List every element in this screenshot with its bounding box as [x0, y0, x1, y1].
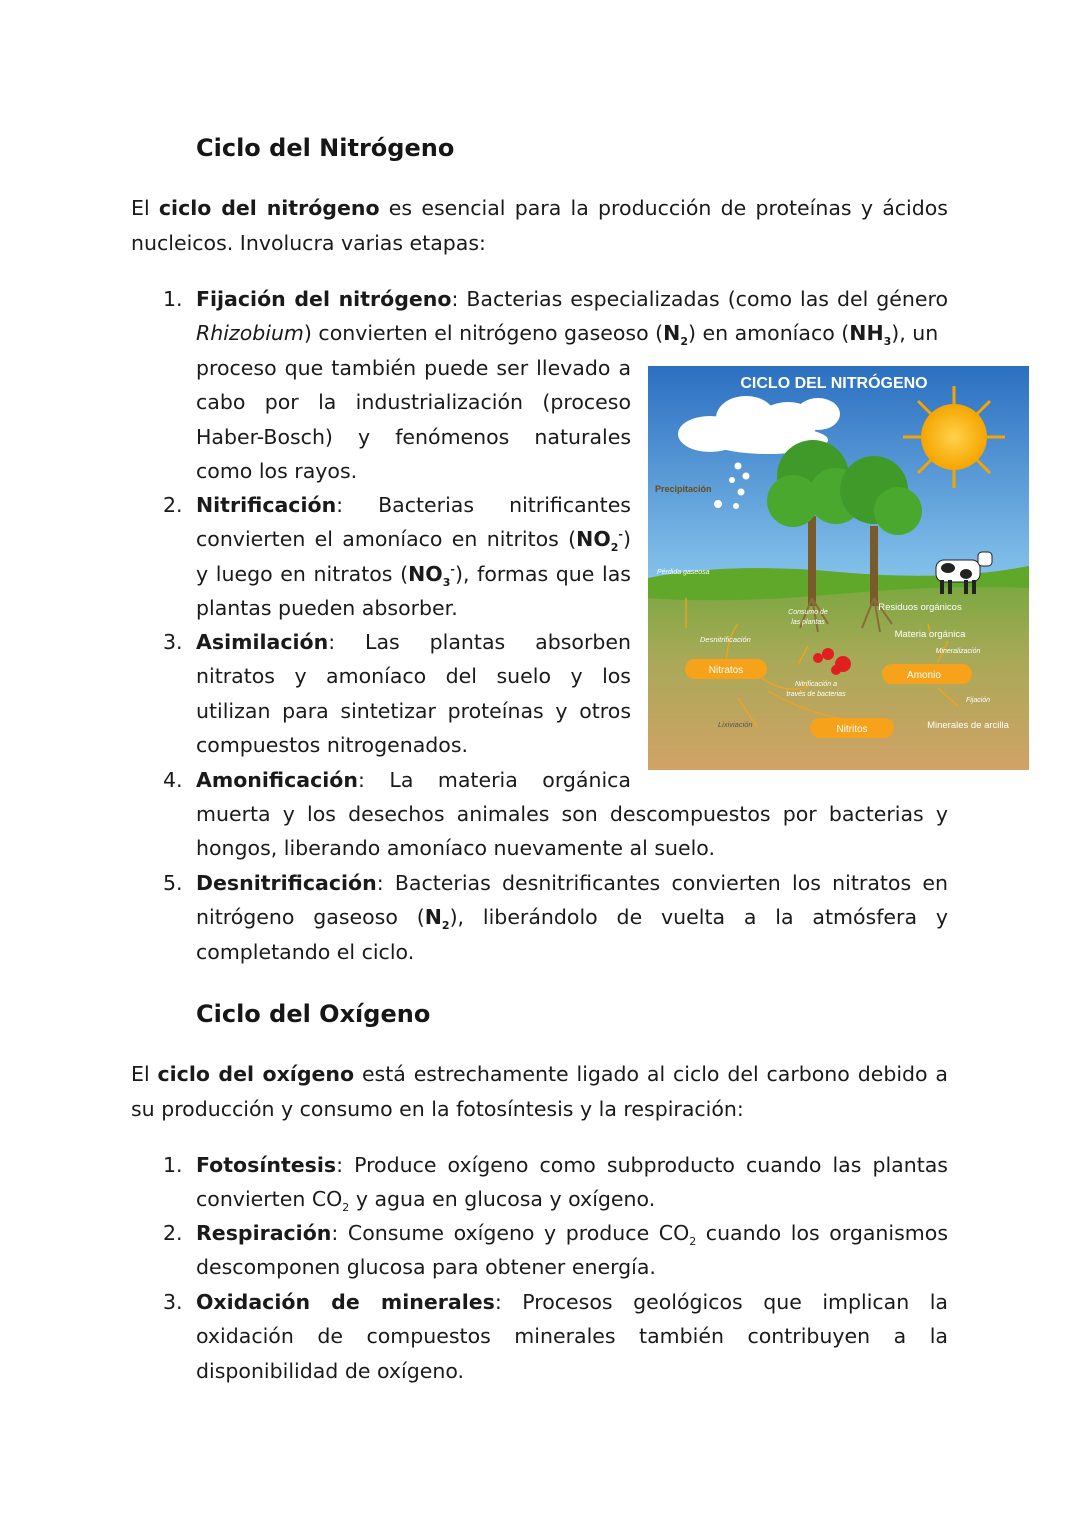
- label-minerales: Minerales de arcilla: [927, 720, 1009, 731]
- label-materia: Materia orgánica: [894, 629, 966, 640]
- label-nitritos: Nitritos: [836, 724, 868, 735]
- list-item-respiracion: Respiración: Consume oxígeno y produce $CO_2$ cuando los organismos descomponen glucosa para obtener energía.: [196, 1221, 948, 1280]
- label-amonio: Amonio: [907, 670, 941, 681]
- sun-icon: [903, 386, 1005, 488]
- diagram-title: CICLO DEL NITRÓGENO: [740, 375, 928, 392]
- list-item-fijacion: Fijación del nitrógeno: Bacterias especializadas (como las del género Rhizobium) convierten el nitrógeno gaseoso $(N_2)$ en amoníaco $(NH_3)$, un: [196, 287, 949, 349]
- oxygen-intro: El ciclo del oxígeno está estrechamente ligado al ciclo del carbono debido a su producción y consumo en la fotosíntesis y la respiración:: [131, 1062, 948, 1121]
- oxygen-heading: Ciclo del Oxígeno: [196, 1000, 431, 1028]
- label-lixiviacion: Lixiviación: [718, 720, 753, 729]
- nitrogen-heading: Ciclo del Nitrógeno: [196, 134, 455, 162]
- list-number: 5.: [163, 871, 183, 895]
- label-perdida-gaseosa: Pérdida gaseosa: [657, 569, 710, 576]
- label-nitratos: Nitratos: [708, 665, 744, 676]
- label-desnitrificacion: Desnitrificación: [700, 635, 751, 644]
- list-number: 2.: [163, 493, 183, 517]
- nitrogen-cycle-diagram: [648, 366, 1029, 770]
- label-residuos: Residuos orgánicos: [878, 602, 962, 613]
- label-fijacion: Fijación: [965, 697, 991, 704]
- list-item-oxidacion: Oxidación de minerales: Procesos geológicos que implican la oxidación de compuestos minerales también contribuyen a la disponibilidad de oxígeno.: [196, 1290, 948, 1383]
- label-mineralizacion: Mineralización: [935, 648, 981, 655]
- list-number: 3.: [163, 630, 183, 654]
- list-item-nitrificacion: Nitrificación: Bacterias nitrificantes convierten el amoníaco en nitritos $(NO_2^-)$ y luego en nitratos $(NO_3^-)$, formas que las plantas pueden absorber.: [196, 493, 631, 620]
- label-consumo-2: las plantas: [791, 619, 825, 626]
- list-number: 4.: [163, 768, 183, 792]
- list-number: 1.: [163, 287, 183, 311]
- label-precipitacion: Precipitación: [655, 484, 712, 494]
- list-item-fijacion-cont: proceso que también puede ser llevado a cabo por la industrialización (proceso Haber-Bosch) y fenómenos naturales como los rayos.: [196, 356, 631, 483]
- nitrogen-intro: El ciclo del nitrógeno es esencial para la producción de proteínas y ácidos nucleicos. Involucra varias etapas:: [131, 196, 948, 255]
- list-item-asimilacion: Asimilación: Las plantas absorben nitratos y amoníaco del suelo y los utilizan para sintetizar proteínas y otros compuestos nitrogenados.: [196, 630, 631, 757]
- list-number: 2.: [163, 1221, 183, 1245]
- list-number: 3.: [163, 1290, 183, 1314]
- list-number: 1.: [163, 1153, 183, 1177]
- label-consumo-1: Consumo de: [788, 609, 828, 616]
- list-item-desnitrificacion: Desnitrificación: Bacterias desnitrificantes convierten los nitratos en nitrógeno gaseoso $(N_2)$, liberándolo de vuelta a la atmósfera y completando el ciclo.: [196, 871, 948, 964]
- label-nitrificacion-1: Nitrificación a: [794, 681, 838, 688]
- list-item-amonificacion: Amonificación: La materia orgánica: [196, 768, 631, 792]
- label-nitrificacion-2: través de bacterias: [786, 691, 846, 698]
- list-item-amonificacion-cont: muerta y los desechos animales son descompuestos por bacterias y hongos, liberando amoníaco nuevamente al suelo.: [196, 802, 948, 861]
- list-item-fotosintesis: Fotosíntesis: Produce oxígeno como subproducto cuando las plantas convierten $CO_2$ y agua en glucosa y oxígeno.: [196, 1153, 948, 1215]
